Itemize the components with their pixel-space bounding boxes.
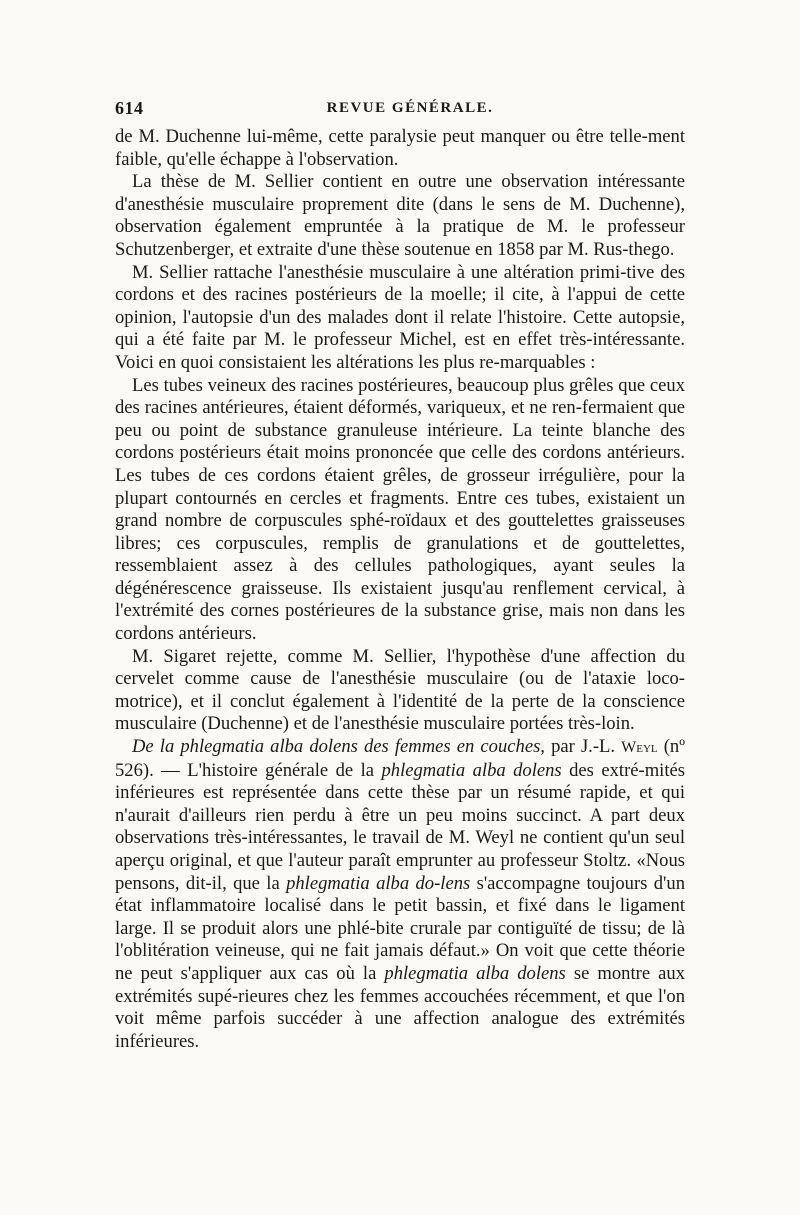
- review-text: se montre aux extrémités supé-rieures chez les femmes accouchées récemment, et que l'on voit même parfois succéder à une affection analogue des extrémités inférieures.: [115, 962, 685, 1052]
- paragraph: Les tubes veineux des racines postérieures, beaucoup plus grêles que ceux des racines antérieures, étaient déformés, variqueux, et ne ren-fermaient que peu ou point de substance granuleuse intérieure. La teinte blanche des cordons postérieurs était moins prononcée que celle des cordons antérieurs. Les tubes de ces cordons étaient grêles, de grosseur irrégulière, pour la plupart contournés en cercles et fragments. Entre ces tubes, existaient un grand nombre de corpuscules sphé-roïdaux et des gouttelettes graisseuses libres; ces corpuscules, remplis de granulations et de gouttelettes, ressemblaient assez à des cellules pathologiques, ayant seules la dégénérescence graisseuse. Ils existaient jusqu'au renflement cervical, à l'extrémité des cornes postérieures de la substance grise, mais non dans les cordons antérieurs.: [115, 374, 685, 645]
- latin-term: phlegmatia alba dolens: [384, 962, 566, 984]
- review-text: (nº 526). — L'histoire générale de la: [115, 736, 685, 781]
- paragraph: M. Sigaret rejette, comme M. Sellier, l'hypothèse d'une affection du cervelet comme cause de l'anesthésie musculaire (ou de l'ataxie loco-motrice), et il conclut également à l'identité de la perte de la conscience musculaire (Duchenne) et de l'anesthésie musculaire portées très-loin.: [115, 645, 685, 735]
- thesis-title: De la phlegmatia alba dolens des femmes en couches,: [132, 736, 545, 758]
- paragraph: de M. Duchenne lui-même, cette paralysie peut manquer ou être telle-ment faible, qu'elle échappe à l'observation.: [115, 126, 685, 170]
- page-number: 614: [115, 98, 144, 118]
- latin-term: phlegmatia alba dolens: [381, 759, 562, 781]
- author-prefix: par J.-L.: [544, 736, 622, 758]
- review-paragraph: [115, 736, 685, 1053]
- latin-term: phlegmatia alba do-lens: [286, 872, 471, 894]
- paragraph: M. Sellier rattache l'anesthésie musculaire à une altération primi-tive des cordons et des racines postérieurs de la moelle; il cite, à l'appui de cette opinion, l'autopsie d'un des malades dont il relate l'histoire. Cette autopsie, qui a été faite par M. le professeur Michel, est en effet très-intéressante. Voici en quoi consistaient les altérations les plus re-marquables :: [115, 261, 685, 373]
- review-text: s'accompagne toujours d'un état inflammatoire localisé dans le petit bassin, et fixé dans le ligament large. Il se produit alors une phlé-bite crurale par contiguïté de tissu; de là l'oblitération veineuse, qui ne fait jamais défaut.» On voit que cette théorie ne peut s'appliquer aux cas où la: [115, 872, 685, 984]
- page-header: [115, 98, 685, 122]
- running-title: REVUE GÉNÉRALE.: [326, 100, 494, 116]
- author-name: Weyl: [621, 739, 658, 757]
- body-text: [115, 126, 685, 1053]
- review-text: des extré-mités inférieures est représentée dans cette thèse par un résumé rapide, et qui n'aurait d'ailleurs rien perdu à être un peu moins succinct. A part deux observations très-intéressantes, le travail de M. Weyl ne contient qu'un seul aperçu original, et que l'auteur paraît emprunter au professeur Stoltz. «Nous pensons, dit-il, que la: [115, 759, 686, 894]
- paragraph: La thèse de M. Sellier contient en outre une observation intéressante d'anesthésie musculaire proprement dite (dans le sens de M. Duchenne), observation également empruntée à la pratique de M. le professeur Schutzenberger, et extraite d'une thèse soutenue en 1858 par M. Rus-thego.: [115, 171, 685, 260]
